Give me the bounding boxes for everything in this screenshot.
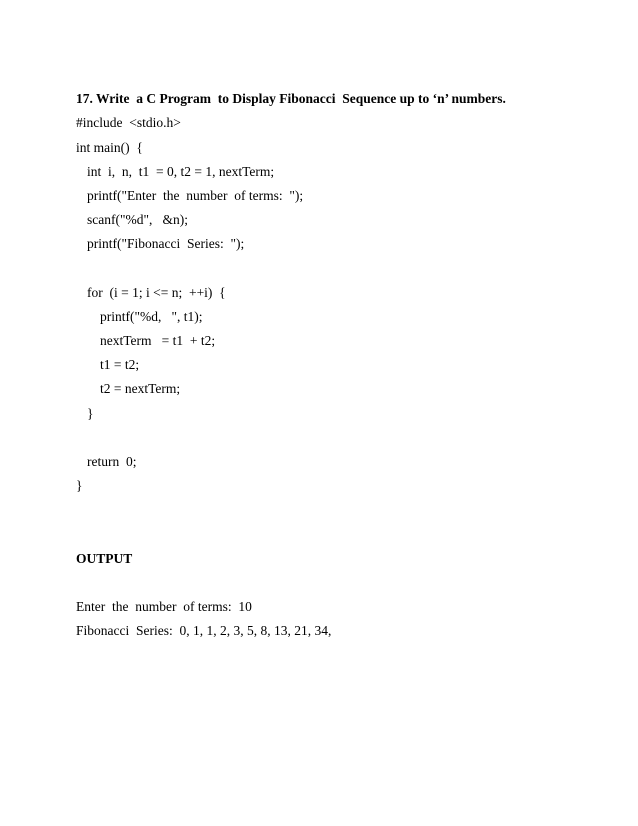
output-heading: OUTPUT [76,551,133,566]
code-line-prompt: printf("Enter the number of terms: "); [87,188,304,203]
code-line-for-loop: for (i = 1; i <= n; ++i) { [87,285,226,300]
code-line-assign-t1: t1 = t2; [100,357,140,372]
output-line-series: Fibonacci Series: 0, 1, 1, 2, 3, 5, 8, 13, 21, 34, [76,623,332,638]
code-line-next-term: nextTerm = t1 + t2; [100,333,216,348]
code-line-series-label: printf("Fibonacci Series: "); [87,236,245,251]
output-line-prompt: Enter the number of terms: 10 [76,599,252,614]
code-line-scanf: scanf("%d", &n); [87,212,188,227]
code-line-include: #include <stdio.h> [76,115,181,130]
code-line-main-close: } [76,478,83,493]
code-line-assign-t2: t2 = nextTerm; [100,381,181,396]
code-line-declarations: int i, n, t1 = 0, t2 = 1, nextTerm; [87,164,275,179]
code-line-return: return 0; [87,454,137,469]
code-line-print-term: printf("%d, ", t1); [100,309,203,324]
code-line-main: int main() { [76,140,143,155]
program-heading: 17. Write a C Program to Display Fibonacci Sequence up to ‘n’ numbers. [76,91,506,106]
code-line-loop-close: } [87,406,94,421]
